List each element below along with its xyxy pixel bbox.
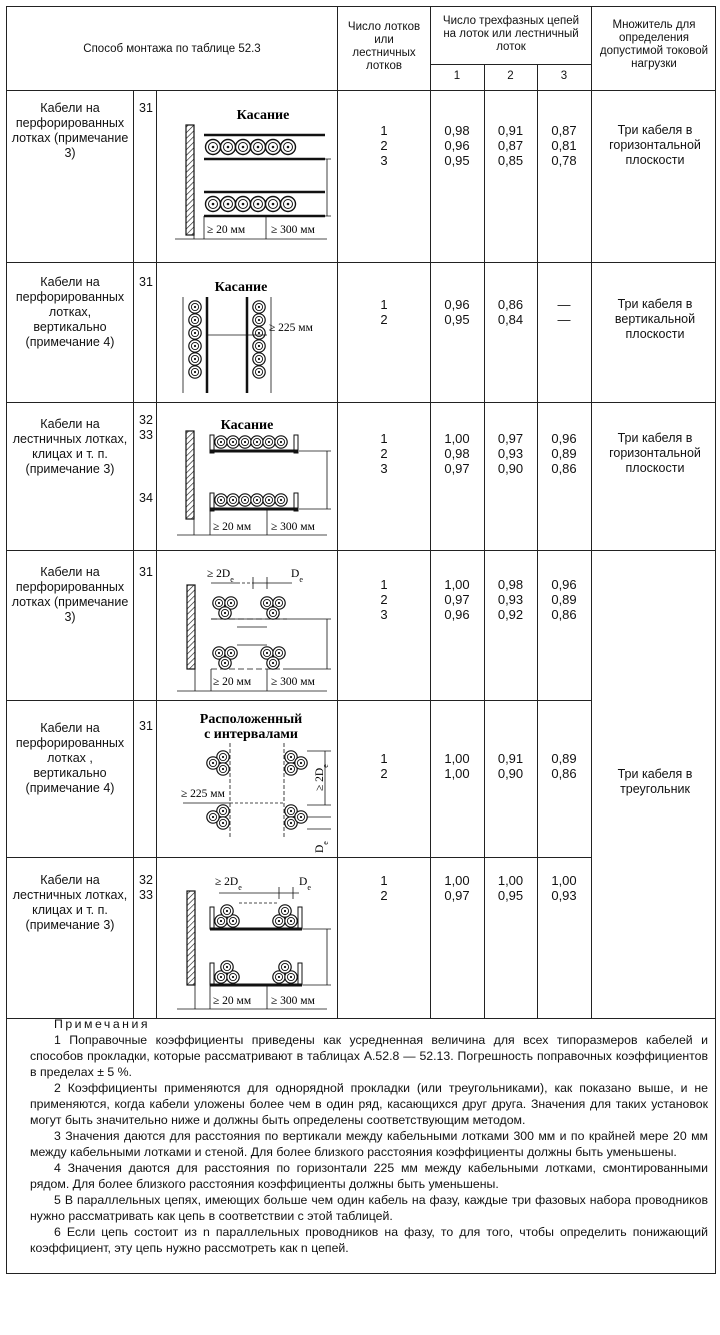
row-4-c1: 1,00 0,97 0,96: [444, 577, 470, 622]
row-3-diagram-title: Касание: [220, 418, 274, 433]
grid-line: [7, 262, 715, 263]
note-3: 3 Значения даются для расстояния по вертикали между кабельными лотками 300 мм и по крайней мере 20 мм между кабельными лотками и стеной. Для более близкого расстояния коэффициенты должны быть уменьшены.: [30, 1129, 708, 1159]
row-4-method: 31: [139, 565, 153, 579]
grid-line: [7, 402, 715, 403]
row-3-dim-wall: ≥ 20 мм: [213, 521, 252, 533]
row-5-method: 31: [139, 719, 153, 733]
header-col-1: 1: [453, 70, 461, 82]
header-col-3: 3: [560, 70, 568, 82]
row-3-method-2: 34: [139, 491, 153, 505]
header-method: Способ монтажа по таблице 52.3: [83, 43, 261, 55]
row-2-method: 31: [139, 275, 153, 289]
row-1-multiplier: Три кабеля в горизонтальной плоскости: [609, 123, 701, 167]
svg-text:≥ 20 мм: ≥ 20 мм: [213, 995, 252, 1007]
row-6-c2: 1,00 0,95: [497, 873, 524, 903]
row-2-c3: — —: [557, 297, 571, 327]
row-5-c3: 0,89 0,86: [551, 751, 577, 781]
row-4-c2: 0,98 0,93 0,92: [497, 577, 524, 622]
row-6-description: Кабели на лестничных лотках, клицах и т. п. (примечание 3): [12, 873, 128, 932]
row-4-trays: 1 2 3: [380, 577, 388, 622]
grid-line: [7, 700, 591, 701]
svg-text:≥ 300 мм: ≥ 300 мм: [271, 676, 315, 688]
svg-text:≥ 300 мм: ≥ 300 мм: [271, 995, 315, 1007]
grid-line: [7, 857, 591, 858]
row-1-dim-wall: ≥ 20 мм: [207, 224, 246, 236]
note-5: 5 В параллельных цепях, имеющих больше чем один кабель на фазу, каждые три фазовых набора проводников нужно рассматривать как цепь в соответствии с этой таблицей.: [30, 1193, 708, 1223]
notes-title: Примечания: [54, 1017, 150, 1031]
row-3-diagram: [167, 407, 333, 547]
notes: [30, 1016, 708, 1256]
header-circuits: Число трехфазных цепей на лоток или лестничный лоток: [442, 15, 580, 53]
row-5-trays: 1 2: [380, 751, 388, 781]
row-3-trays: 1 2 3: [380, 431, 388, 476]
row-3-c2: 0,97 0,93 0,90: [497, 431, 524, 476]
row-4-description: Кабели на перфорированных лотках (примечание 3): [11, 565, 129, 624]
svg-text:De: $D_e$: [299, 876, 311, 892]
row-6-c3: 1,00 0,93: [551, 873, 577, 903]
row-3-c1: 1,00 0,98 0,97: [444, 431, 470, 476]
row-2-diagram: [167, 269, 333, 397]
row-6-trays: 1 2: [380, 873, 388, 903]
svg-text:De: $D_e$: [314, 841, 330, 853]
row-3-description: Кабели на лестничных лотках, клицах и т. п. (примечание 3): [12, 417, 128, 476]
row-1-diagram: [167, 95, 333, 259]
row-2-c2: 0,86 0,84: [497, 297, 524, 327]
grid-line: [591, 7, 592, 1018]
svg-text:≥ 2De: ≥ $2D_e$: [215, 876, 242, 892]
row-4-c3: 0,96 0,89 0,86: [551, 577, 577, 622]
row-1-dim-vertical: ≥ 300 мм: [271, 224, 315, 236]
row-2-multiplier: Три кабеля в вертикальной плоскости: [614, 297, 696, 341]
row-2-c1: 0,96 0,95: [444, 297, 470, 327]
grid-line: [133, 90, 134, 1018]
row-4-diagram: [167, 555, 333, 697]
grid-line: [337, 7, 338, 1018]
row-3-method: 32 33: [139, 413, 153, 442]
header-multiplier: Множитель для определения допустимой токовой нагрузки: [599, 19, 709, 70]
row-6-diagram: [167, 863, 333, 1013]
row-5-multiplier: Три кабеля в треугольник: [617, 767, 693, 796]
grid-line: [430, 64, 591, 65]
row-3-c3: 0,96 0,89 0,86: [551, 431, 577, 476]
svg-text:De: $D_e$: [291, 568, 303, 584]
row-1-method: 31: [139, 101, 153, 115]
row-2-trays: 1 2: [380, 297, 388, 327]
svg-text:≥ 20 мм: ≥ 20 мм: [213, 676, 252, 688]
row-1-c2: 0,91 0,87 0,85: [497, 123, 524, 168]
row-5-diagram-title-1: Расположенный: [199, 712, 303, 727]
note-2: 2 Коэффициенты применяются для однорядной прокладки (или треугольниками), как показано выше, и не применяются, когда кабели уложены более чем в один ряд, касающихся друг друга. Значения для таких установок могут быть значительно ниже и должны быть определены соответствующим методом.: [30, 1081, 708, 1127]
row-3-dim-vertical: ≥ 300 мм: [271, 521, 315, 533]
note-6: 6 Если цепь состоит из n параллельных проводников на фазу, то для того, чтобы определить понижающий коэффициент, эту цепь нужно рассмотреть как n цепей.: [30, 1225, 708, 1255]
row-1-description: Кабели на перфорированных лотках (примечание 3): [11, 101, 129, 160]
row-2-dim-horizontal: ≥ 225 мм: [269, 322, 313, 334]
row-1-diagram-title: Касание: [236, 108, 290, 123]
row-5-c2: 0,91 0,90: [497, 751, 524, 781]
row-1-trays: 1 2 3: [380, 123, 388, 168]
row-3-multiplier: Три кабеля в горизонтальной плоскости: [609, 431, 701, 475]
row-5-c1: 1,00 1,00: [444, 751, 470, 781]
row-6-c1: 1,00 0,97: [444, 873, 470, 903]
grid-line: [7, 550, 715, 551]
svg-text:≥ 225 мм: ≥ 225 мм: [181, 788, 225, 800]
header-trays: Число лотков или лестничных лотков: [347, 21, 421, 72]
header-col-2: 2: [507, 70, 514, 82]
row-5-description: Кабели на перфорированных лотках , вертикально (примечание 4): [15, 721, 125, 795]
grid-line: [7, 90, 715, 91]
svg-text:≥ 2De: ≥ $2D_e$: [314, 764, 330, 791]
row-1-c3: 0,87 0,81 0,78: [551, 123, 577, 168]
row-2-description: Кабели на перфорированных лотках, вертикально (примечание 4): [15, 275, 125, 349]
row-5-diagram: [167, 707, 333, 853]
grid-line: [156, 90, 157, 1018]
row-1-c1: 0,98 0,96 0,95: [444, 123, 470, 168]
row-6-method: 32 33: [139, 873, 153, 902]
note-1: 1 Поправочные коэффициенты приведены как усредненная величина для всех типоразмеров кабелей и способов прокладки, которые рассматривают в таблицах А.52.8 — 52.13. Погрешность поправочных коэффициентов в пределах ± 5 %.: [30, 1033, 708, 1079]
svg-text:≥ 2De: ≥ $2D_e$: [207, 568, 234, 584]
row-2-diagram-title: Касание: [214, 280, 268, 295]
row-5-diagram-title-2: с интервалами: [204, 727, 298, 742]
note-4: 4 Значения даются для расстояния по горизонтали 225 мм между кабельными лотками, смонтированными рядом. Для более близкого расстояния коэффициенты должны быть уменьшены.: [30, 1161, 708, 1191]
